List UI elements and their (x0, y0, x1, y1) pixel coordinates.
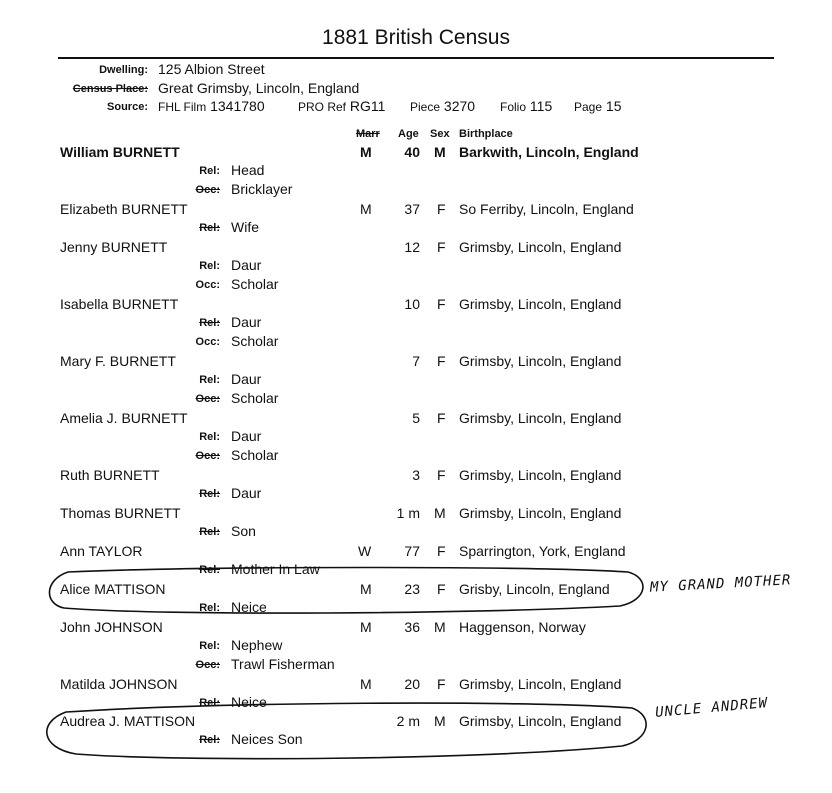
person-name: John JOHNSON (60, 619, 163, 635)
person-birthplace: Grimsby, Lincoln, England (459, 467, 622, 483)
person-birthplace: Grisby, Lincoln, England (459, 581, 610, 597)
occ-label: Occ: (195, 659, 220, 671)
person-sex: F (437, 201, 446, 217)
person-rel: Daur (231, 485, 262, 501)
person-sex: F (437, 543, 446, 559)
person-rel: Daur (231, 314, 262, 330)
person-name: William BURNETT (60, 144, 180, 160)
person-age: 1 m (396, 505, 420, 521)
occ-label: Occ: (195, 450, 220, 462)
rel-label: Rel: (199, 260, 220, 272)
person-birthplace: Grimsby, Lincoln, England (459, 713, 622, 729)
person-age: 37 (404, 201, 420, 217)
person-sex: F (437, 410, 446, 426)
person-birthplace: Grimsby, Lincoln, England (459, 296, 622, 312)
person-birthplace: Sparrington, York, England (459, 543, 626, 559)
person-rel: Daur (231, 257, 262, 273)
person-sex: F (437, 467, 446, 483)
rel-label: Rel: (199, 488, 220, 500)
person-rel: Head (231, 162, 265, 178)
person-name: Jenny BURNETT (60, 239, 168, 255)
person-occ: Scholar (231, 333, 279, 349)
person-name: Thomas BURNETT (60, 505, 181, 521)
person-occ: Bricklayer (231, 181, 293, 197)
annotation-grandmother: MY GRAND MOTHER (649, 572, 792, 596)
person-age: 7 (412, 353, 420, 369)
source-page: Page 15 (574, 98, 622, 114)
person-marr: M (360, 144, 372, 160)
source-piece: Piece 3270 (410, 98, 476, 114)
person-age: 10 (404, 296, 420, 312)
rel-label: Rel: (199, 431, 220, 443)
dwelling-label: Dwelling: (99, 64, 148, 76)
person-occ: Scholar (231, 447, 279, 463)
person-marr: W (358, 543, 372, 559)
rel-label: Rel: (199, 602, 220, 614)
person-birthplace: Grimsby, Lincoln, England (459, 676, 622, 692)
person-rel: Son (231, 523, 256, 539)
person-birthplace: Barkwith, Lincoln, England (459, 144, 639, 160)
header-sex: Sex (430, 128, 450, 140)
person-occ: Scholar (231, 390, 279, 406)
header-marr: Marr (356, 128, 380, 140)
person-rel: Neice (231, 599, 267, 615)
person-name: Matilda JOHNSON (60, 676, 178, 692)
person-rel: Mother In Law (231, 561, 320, 577)
occ-label: Occ: (195, 184, 220, 196)
person-rel: Neices Son (231, 731, 303, 747)
person-age: 5 (412, 410, 420, 426)
person-name: Isabella BURNETT (60, 296, 179, 312)
rel-label: Rel: (199, 222, 220, 234)
person-sex: F (437, 353, 446, 369)
person-name: Mary F. BURNETT (60, 353, 176, 369)
person-age: 77 (404, 543, 420, 559)
person-name: Ruth BURNETT (60, 467, 160, 483)
person-birthplace: Grimsby, Lincoln, England (459, 239, 622, 255)
person-name: Amelia J. BURNETT (60, 410, 188, 426)
dwelling-value: 125 Albion Street (158, 61, 265, 77)
occ-label: Occ: (195, 279, 220, 291)
person-birthplace: Grimsby, Lincoln, England (459, 505, 622, 521)
person-occ: Scholar (231, 276, 279, 292)
page-title: 1881 British Census (322, 26, 510, 49)
person-rel: Neice (231, 694, 267, 710)
person-sex: M (434, 144, 446, 160)
person-sex: M (434, 619, 446, 635)
person-sex: F (437, 296, 446, 312)
person-marr: M (360, 581, 372, 597)
census-place-value: Great Grimsby, Lincoln, England (158, 80, 360, 96)
person-age: 20 (404, 676, 420, 692)
rel-label: Rel: (199, 165, 220, 177)
rel-label: Rel: (199, 640, 220, 652)
annotation-uncle: UNCLE ANDREW (654, 695, 769, 721)
person-age: 36 (404, 619, 420, 635)
person-sex: M (434, 505, 446, 521)
person-marr: M (360, 201, 372, 217)
person-rel: Daur (231, 428, 262, 444)
rel-label: Rel: (199, 317, 220, 329)
circle-uncle (47, 703, 646, 759)
person-name: Elizabeth BURNETT (60, 201, 188, 217)
occ-label: Occ: (195, 393, 220, 405)
census-place-label: Census Place: (72, 83, 148, 95)
person-name: Alice MATTISON (60, 581, 166, 597)
person-birthplace: Grimsby, Lincoln, England (459, 410, 622, 426)
person-name: Ann TAYLOR (60, 543, 143, 559)
person-marr: M (360, 619, 372, 635)
person-rel: Nephew (231, 637, 283, 653)
person-rel: Daur (231, 371, 262, 387)
person-name: Audrea J. MATTISON (60, 713, 196, 729)
rel-label: Rel: (199, 564, 220, 576)
circle-grandmother (49, 568, 642, 614)
occ-label: Occ: (195, 336, 220, 348)
person-sex: F (437, 239, 446, 255)
person-age: 40 (404, 144, 420, 160)
source-fhl: FHL Film 1341780 (158, 98, 265, 114)
source-folio: Folio 115 (500, 98, 553, 114)
source-label: Source: (107, 101, 148, 113)
person-birthplace: Haggenson, Norway (459, 619, 586, 635)
person-occ: Trawl Fisherman (231, 656, 335, 672)
person-sex: M (434, 713, 446, 729)
person-sex: F (437, 581, 446, 597)
rel-label: Rel: (199, 734, 220, 746)
header-age: Age (398, 128, 419, 140)
person-birthplace: Grimsby, Lincoln, England (459, 353, 622, 369)
source-pro: PRO Ref RG11 (298, 98, 386, 114)
person-age: 12 (404, 239, 420, 255)
person-age: 2 m (396, 713, 420, 729)
person-age: 23 (404, 581, 420, 597)
person-birthplace: So Ferriby, Lincoln, England (459, 201, 634, 217)
header-birthplace: Birthplace (459, 128, 513, 140)
rel-label: Rel: (199, 374, 220, 386)
person-rel: Wife (231, 219, 259, 235)
person-sex: F (437, 676, 446, 692)
person-age: 3 (412, 467, 420, 483)
rel-label: Rel: (199, 526, 220, 538)
person-marr: M (360, 676, 372, 692)
rel-label: Rel: (199, 697, 220, 709)
